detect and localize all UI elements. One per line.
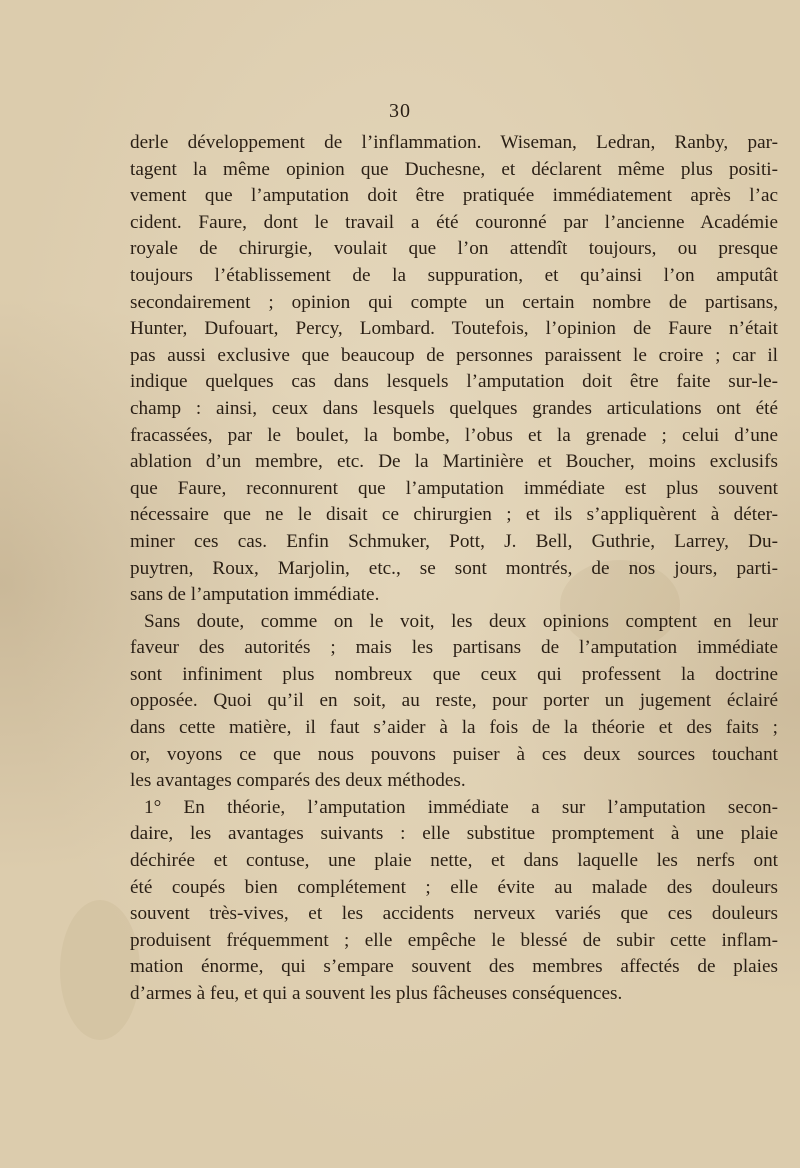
paragraph-end-line: les avantages comparés des deux méthodes. xyxy=(130,770,466,792)
text-line: opposée. Quoi qu’il en soit, au reste, pour porter un jugement éclairé xyxy=(130,690,778,712)
text-line: or, voyons ce que nous pouvons puiser à ces deux sources touchant xyxy=(130,743,778,765)
paragraph-start-line: Sans doute, comme on le voit, les deux opinions comptent en leur xyxy=(144,610,778,632)
text-line: déchirée et contuse, une plaie nette, et dans laquelle les nerfs ont xyxy=(130,850,778,872)
text-line: que Faure, reconnurent que l’amputation immédiate est plus souvent xyxy=(130,477,778,499)
paragraph-end-line: sans de l’amputation immédiate. xyxy=(130,584,380,606)
page-number: 30 xyxy=(389,100,411,122)
text-line: derle développement de l’inflammation. Wiseman, Ledran, Ranby, par- xyxy=(130,132,778,153)
paragraph-start-line: 1° En théorie, l’amputation immédiate a sur l’amputation secon- xyxy=(144,796,778,818)
text-line: royale de chirurgie, voulait que l’on attendît toujours, ou presque xyxy=(130,238,778,260)
text-line: produisent fréquemment ; elle empêche le blessé de subir cette inflam- xyxy=(130,929,778,951)
text-line: secondairement ; opinion qui compte un certain nombre de partisans, xyxy=(130,291,778,313)
text-line: souvent très-vives, et les accidents nerveux variés que ces douleurs xyxy=(130,903,778,925)
text-line: dans cette matière, il faut s’aider à la fois de la théorie et des faits ; xyxy=(130,717,778,739)
text-line: nécessaire que ne le disait ce chirurgien ; et ils s’appliquèrent à déter- xyxy=(130,504,778,526)
text-line: Hunter, Dufouart, Percy, Lombard. Toutefois, l’opinion de Faure n’était xyxy=(130,318,778,340)
text-line: vement que l’amputation doit être pratiquée immédiatement après l’ac xyxy=(130,185,778,207)
text-line: cident. Faure, dont le travail a été couronné par l’ancienne Académie xyxy=(130,211,778,233)
body-text xyxy=(130,130,778,1008)
text-line: sont infiniment plus nombreux que ceux qui professent la doctrine xyxy=(130,663,778,685)
paper-stain xyxy=(60,900,140,1040)
text-line: été coupés bien complétement ; elle évite au malade des douleurs xyxy=(130,876,778,898)
text-line: indique quelques cas dans lesquels l’amputation doit être faite sur-le- xyxy=(130,371,778,393)
text-line: toujours l’établissement de la suppuration, et qu’ainsi l’on amputât xyxy=(130,264,778,286)
text-line: mation énorme, qui s’empare souvent des membres affectés de plaies xyxy=(130,956,778,978)
text-line: miner ces cas. Enfin Schmuker, Pott, J. Bell, Guthrie, Larrey, Du- xyxy=(130,530,778,552)
text-line: fracassées, par le boulet, la bombe, l’obus et la grenade ; celui d’une xyxy=(130,424,778,446)
text-line: pas aussi exclusive que beaucoup de personnes paraissent le croire ; car il xyxy=(130,344,778,366)
text-line: puytren, Roux, Marjolin, etc., se sont montrés, de nos jours, parti- xyxy=(130,557,778,579)
text-line: tagent la même opinion que Duchesne, et déclarent même plus positi- xyxy=(130,158,778,180)
text-line: ablation d’un membre, etc. De la Martinière et Boucher, moins exclusifs xyxy=(130,451,778,473)
text-line: champ : ainsi, ceux dans lesquels quelques grandes articulations ont été xyxy=(130,397,778,419)
paragraph-end-line: d’armes à feu, et qui a souvent les plus fâcheuses conséquences. xyxy=(130,983,623,1004)
text-line: daire, les avantages suivants : elle substitue promptement à une plaie xyxy=(130,823,778,845)
text-line: faveur des autorités ; mais les partisans de l’amputation immédiate xyxy=(130,637,778,659)
